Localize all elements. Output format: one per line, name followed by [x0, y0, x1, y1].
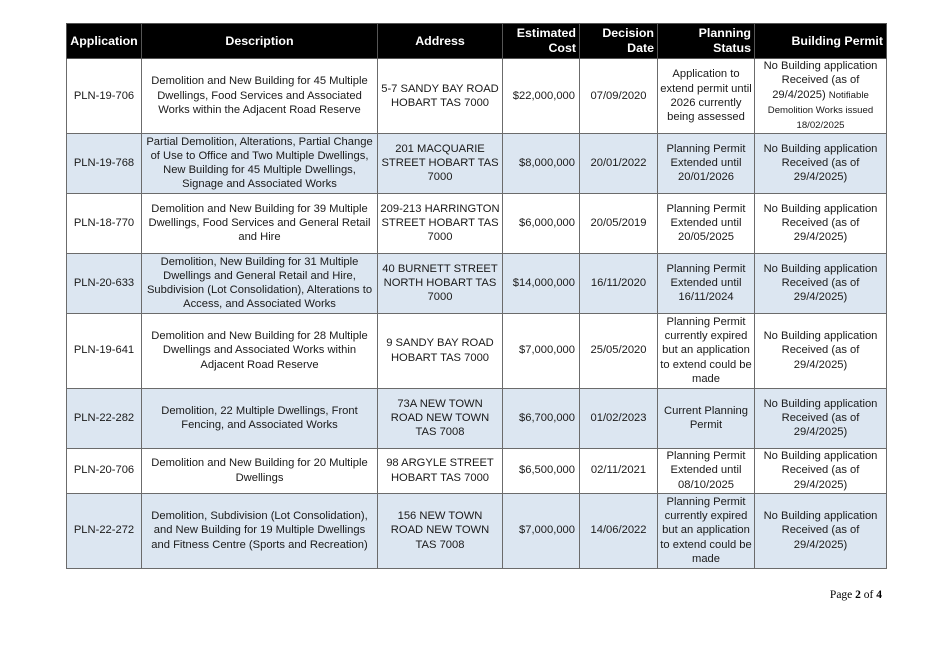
table-row: [67, 133, 887, 193]
cell-decision-date: 01/02/2023: [580, 388, 658, 448]
cell-application: PLN-20-633: [67, 253, 142, 313]
cell-planning-status: Planning Permit Extended until 20/01/2026: [658, 133, 755, 193]
cell-decision-date: 02/11/2021: [580, 448, 658, 493]
page-prefix: Page: [829, 589, 853, 601]
cell-address: 73A NEW TOWN ROAD NEW TOWN TAS 7008: [378, 388, 503, 448]
header-planning-status: Planning Status: [658, 24, 755, 59]
header-description: Description: [142, 24, 378, 59]
cell-address: 209-213 HARRINGTON STREET HOBART TAS 7000: [378, 193, 503, 253]
cell-estimated-cost: $6,500,000: [503, 448, 580, 493]
cell-address: 201 MACQUARIE STREET HOBART TAS 7000: [378, 133, 503, 193]
cell-estimated-cost: $6,000,000: [503, 193, 580, 253]
table-row: [67, 388, 887, 448]
cell-planning-status: Planning Permit Extended until 20/05/2025: [658, 193, 755, 253]
cell-description: Demolition, 22 Multiple Dwellings, Front Fencing, and Associated Works: [142, 388, 378, 448]
cell-building-permit: No Building application Received (as of 29/4/2025): [755, 448, 887, 493]
cell-description: Demolition, New Building for 31 Multiple Dwellings and General Retail and Hire, Subdivision (Lot Consolidation), Alterations to Access, and Associated Works: [142, 253, 378, 313]
cell-planning-status: Planning Permit currently expired but an application to extend could be made: [658, 313, 755, 388]
table-row: [67, 59, 887, 134]
building-permit-note: Notifiable Demolition Works issued 18/02/2025: [767, 89, 874, 131]
cell-building-permit: No Building application Received (as of 29/4/2025): [755, 493, 887, 568]
cell-decision-date: 16/11/2020: [580, 253, 658, 313]
page-total: 4: [876, 589, 882, 601]
table-row: [67, 253, 887, 313]
header-address: Address: [378, 24, 503, 59]
cell-building-permit: No Building application Received (as of 29/4/2025): [755, 388, 887, 448]
cell-decision-date: 20/05/2019: [580, 193, 658, 253]
cell-estimated-cost: $14,000,000: [503, 253, 580, 313]
table-row: [67, 313, 887, 388]
cell-description: Demolition and New Building for 45 Multiple Dwellings, Food Services and Associated Works within the Adjacent Road Reserve: [142, 59, 378, 134]
cell-description: Demolition and New Building for 20 Multiple Dwellings: [142, 448, 378, 493]
cell-estimated-cost: $22,000,000: [503, 59, 580, 134]
cell-application: PLN-19-768: [67, 133, 142, 193]
cell-decision-date: 20/01/2022: [580, 133, 658, 193]
header-application: Application: [67, 24, 142, 59]
cell-estimated-cost: $8,000,000: [503, 133, 580, 193]
cell-application: PLN-18-770: [67, 193, 142, 253]
cell-estimated-cost: $6,700,000: [503, 388, 580, 448]
cell-address: 98 ARGYLE STREET HOBART TAS 7000: [378, 448, 503, 493]
page-number: [830, 589, 882, 601]
cell-description: Demolition, Subdivision (Lot Consolidation), and New Building for 19 Multiple Dwellings and Fitness Centre (Sports and Recreation): [142, 493, 378, 568]
cell-application: PLN-22-282: [67, 388, 142, 448]
cell-building-permit: No Building application Received (as of 29/4/2025): [755, 133, 887, 193]
cell-address: 40 BURNETT STREET NORTH HOBART TAS 7000: [378, 253, 503, 313]
header-estimated-cost: Estimated Cost: [503, 24, 580, 59]
cell-planning-status: Current Planning Permit: [658, 388, 755, 448]
page-of: of: [863, 589, 874, 601]
cell-address: 5-7 SANDY BAY ROAD HOBART TAS 7000: [378, 59, 503, 134]
cell-application: PLN-22-272: [67, 493, 142, 568]
cell-building-permit: [755, 59, 887, 134]
cell-application: PLN-19-706: [67, 59, 142, 134]
cell-address: 9 SANDY BAY ROAD HOBART TAS 7000: [378, 313, 503, 388]
cell-application: PLN-19-641: [67, 313, 142, 388]
page-current: 2: [855, 589, 861, 601]
cell-decision-date: 14/06/2022: [580, 493, 658, 568]
table-header-row: [67, 24, 887, 59]
cell-planning-status: Planning Permit Extended until 08/10/2025: [658, 448, 755, 493]
table-row: [67, 448, 887, 493]
cell-application: PLN-20-706: [67, 448, 142, 493]
table-row: [67, 193, 887, 253]
table-body: [67, 59, 887, 569]
header-decision-date: Decision Date: [580, 24, 658, 59]
cell-description: Demolition and New Building for 39 Multiple Dwellings, Food Services and General Retail and Hire: [142, 193, 378, 253]
cell-building-permit: No Building application Received (as of 29/4/2025): [755, 193, 887, 253]
cell-building-permit: No Building application Received (as of 29/4/2025): [755, 313, 887, 388]
cell-building-permit: No Building application Received (as of 29/4/2025): [755, 253, 887, 313]
permits-table: [66, 23, 887, 569]
cell-planning-status: Application to extend permit until 2026 currently being assessed: [658, 59, 755, 134]
building-permit-text: No Building application Received (as of 29/4/2025): [763, 60, 878, 101]
table-row: [67, 493, 887, 568]
cell-estimated-cost: $7,000,000: [503, 493, 580, 568]
cell-address: 156 NEW TOWN ROAD NEW TOWN TAS 7008: [378, 493, 503, 568]
cell-decision-date: 07/09/2020: [580, 59, 658, 134]
header-building-permit: Building Permit: [755, 24, 887, 59]
cell-description: Partial Demolition, Alterations, Partial Change of Use to Office and Two Multiple Dwellings, New Building for 45 Multiple Dwellings, Signage and Associated Works: [142, 133, 378, 193]
cell-decision-date: 25/05/2020: [580, 313, 658, 388]
cell-description: Demolition and New Building for 28 Multiple Dwellings and Associated Works within Adjacent Road Reserve: [142, 313, 378, 388]
cell-estimated-cost: $7,000,000: [503, 313, 580, 388]
cell-planning-status: Planning Permit Extended until 16/11/2024: [658, 253, 755, 313]
cell-planning-status: Planning Permit currently expired but an application to extend could be made: [658, 493, 755, 568]
